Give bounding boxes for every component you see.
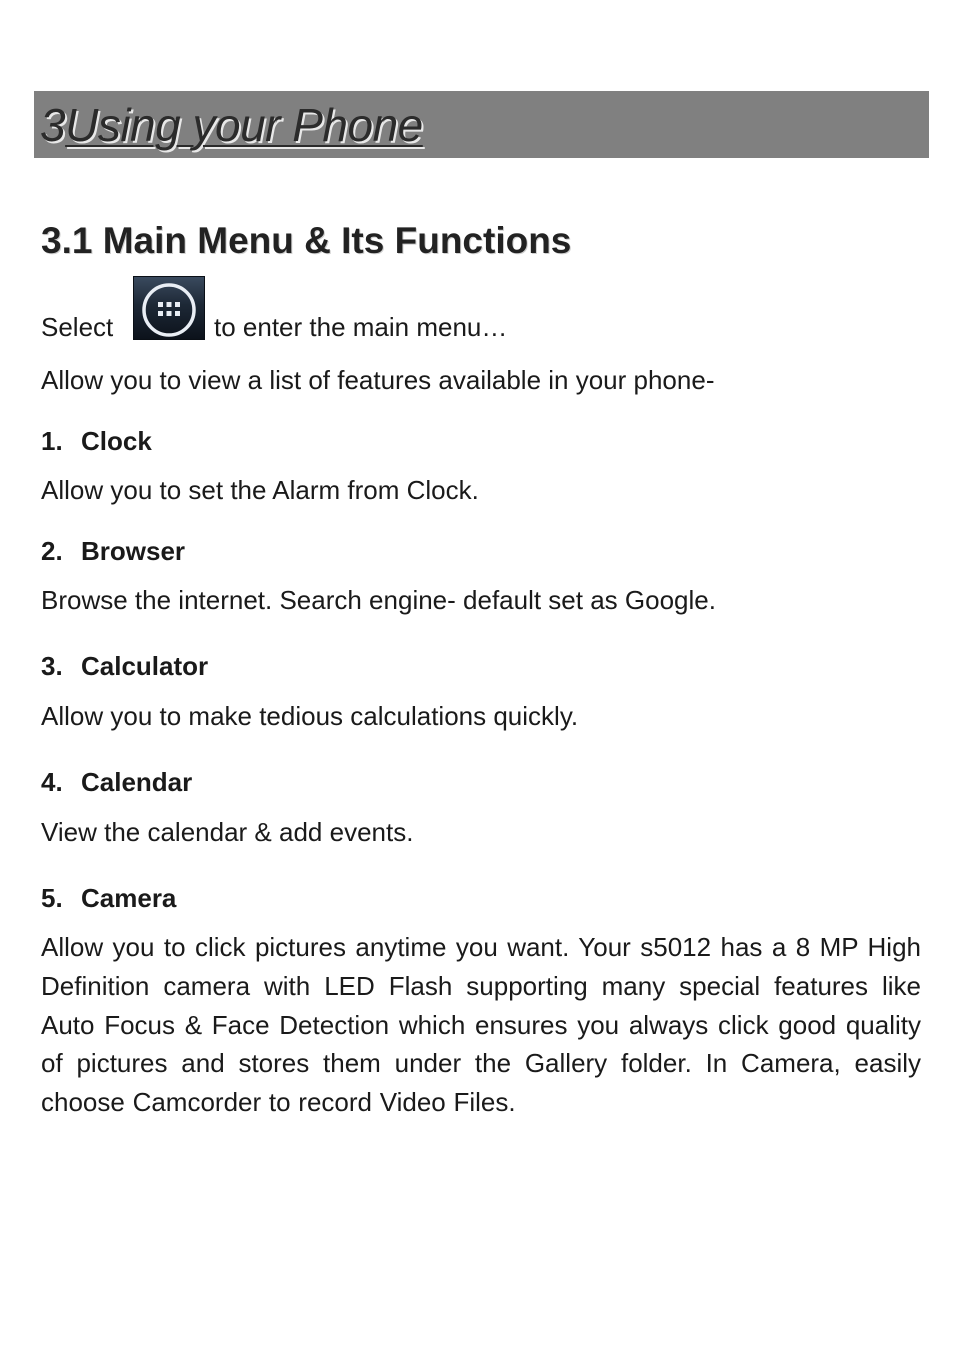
item-number: 3.	[41, 651, 63, 681]
item-title: Calendar	[81, 767, 193, 797]
list-intro: Allow you to view a list of features available in your phone-	[41, 365, 715, 395]
apps-grid-icon	[133, 276, 205, 340]
item-title: Camera	[81, 883, 177, 913]
section-title: 3.1 Main Menu & Its Functions	[41, 220, 572, 261]
item-heading-camera	[41, 879, 176, 917]
item-description-browser: Browse the internet. Search engine- default set as Google.	[41, 585, 716, 615]
select-prefix: Select	[41, 312, 114, 342]
item-description-calculator: Allow you to make tedious calculations quickly.	[41, 701, 579, 731]
item-description-camera: Allow you to click pictures anytime you want. Your s5012 has a 8 MP High Definition camera with LED Flash supporting many special features like Auto Focus & Face Detection which ensures you always click good quality of pictures and stores them under the Gallery folder. In Camera, easily choose Camcorder to record Video Files.	[41, 932, 921, 1118]
item-description-clock: Allow you to set the Alarm from Clock.	[41, 475, 479, 505]
item-title: Clock	[81, 426, 152, 456]
item-description-calendar: View the calendar & add events.	[41, 817, 414, 847]
apps-grid-icon-graphic	[134, 277, 204, 339]
chapter-title-text: Using your Phone	[65, 99, 423, 151]
select-instruction	[41, 308, 113, 346]
chapter-number: 3	[40, 99, 66, 151]
select-suffix: to enter the main menu…	[214, 312, 508, 342]
item-number: 5.	[41, 883, 63, 913]
item-title: Browser	[81, 536, 186, 566]
item-heading-clock	[41, 422, 152, 460]
item-number: 1.	[41, 426, 63, 456]
item-heading-browser	[41, 532, 185, 570]
chapter-title	[40, 95, 423, 155]
item-number: 4.	[41, 767, 63, 797]
item-heading-calendar	[41, 763, 192, 801]
item-number: 2.	[41, 536, 63, 566]
item-title: Calculator	[81, 651, 209, 681]
item-heading-calculator	[41, 647, 208, 685]
chapter-header-bar	[34, 91, 929, 158]
